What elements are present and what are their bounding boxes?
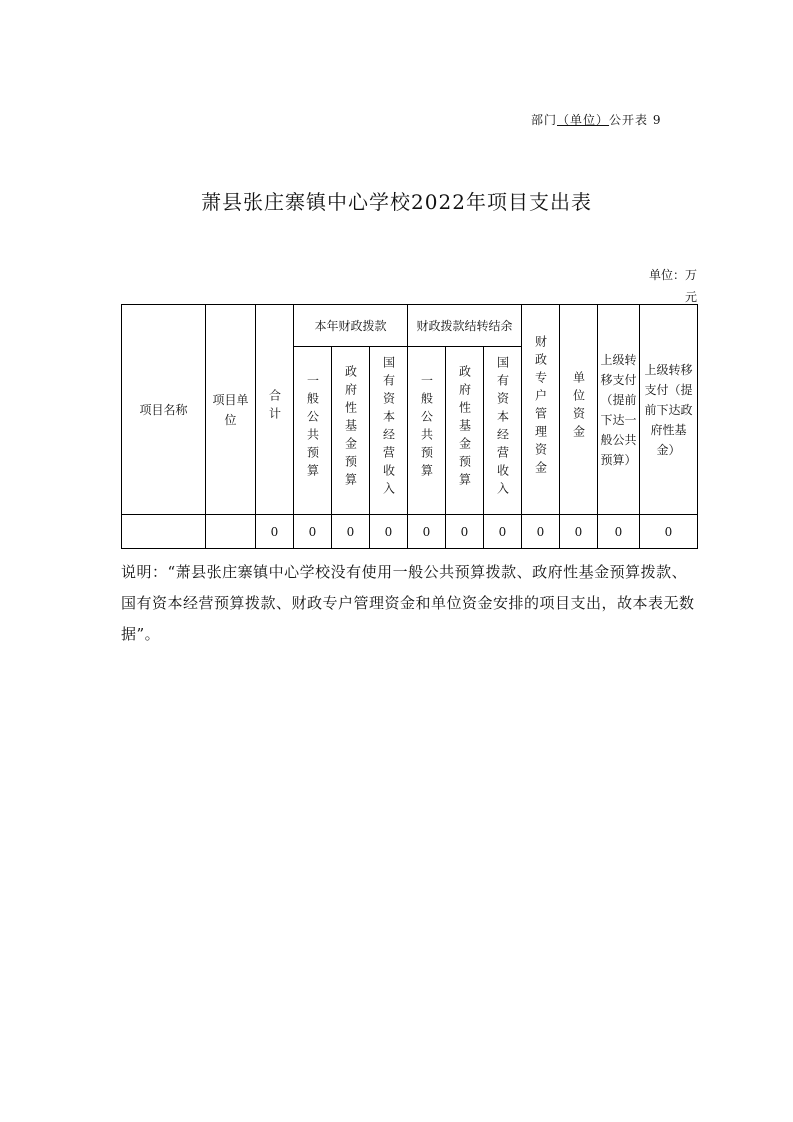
unit-label: 单位：万元: [648, 268, 697, 304]
form-number: [531, 111, 661, 128]
header-upper-transfer-general: 上级转移支付（提前下达一般公共预算）: [598, 305, 640, 515]
header-project-name: 项目名称: [122, 305, 206, 515]
header-unit-funds: 单位资金: [560, 305, 598, 515]
cell-value: 0: [408, 515, 446, 549]
explanatory-note: 说明：“萧县张庄寨镇中心学校没有使用一般公共预算拨款、政府性基金预算拨款、国有资本经营预算拨款、财政专户管理资金和单位资金安排的项目支出，故本表无数据”。: [121, 563, 695, 643]
header-upper-transfer-fund: 上级转移支付（提前下达政府性基金）: [640, 305, 698, 515]
cell-value: 0: [598, 515, 640, 549]
cell-value: 0: [560, 515, 598, 549]
header-carryover-gov-fund: 政府性基金预算: [446, 347, 484, 515]
page-title: 萧县张庄寨镇中心学校2022年项目支出表: [201, 190, 592, 214]
header-current-state-capital: 国有资本经营收入: [370, 347, 408, 515]
form-number-unit: （单位）: [557, 113, 610, 127]
header-carryover-general-budget: 一般公共预算: [408, 347, 446, 515]
header-current-gov-fund: 政府性基金预算: [332, 347, 370, 515]
cell-value: 0: [256, 515, 294, 549]
cell-value: 0: [640, 515, 698, 549]
cell-value: 0: [522, 515, 560, 549]
header-fiscal-special: 财政专户管理资金: [522, 305, 560, 515]
header-carryover-state-capital: 国有资本经营收入: [484, 347, 522, 515]
header-current-general-budget: 一般公共预算: [294, 347, 332, 515]
cell-value: 0: [294, 515, 332, 549]
cell-value: 0: [446, 515, 484, 549]
cell-value: 0: [484, 515, 522, 549]
cell-project-name: [122, 515, 206, 549]
cell-project-unit: [206, 515, 256, 549]
table-row: [122, 515, 698, 549]
form-number-suffix: 公开表 9: [609, 113, 662, 127]
form-number-prefix: 部门: [531, 113, 558, 127]
project-expenditure-table: [121, 304, 698, 549]
header-group-current: 本年财政拨款: [294, 305, 408, 347]
header-total: 合计: [256, 305, 294, 515]
header-project-unit: 项目单位: [206, 305, 256, 515]
cell-value: 0: [370, 515, 408, 549]
cell-value: 0: [332, 515, 370, 549]
header-group-carryover: 财政拨款结转结余: [408, 305, 522, 347]
